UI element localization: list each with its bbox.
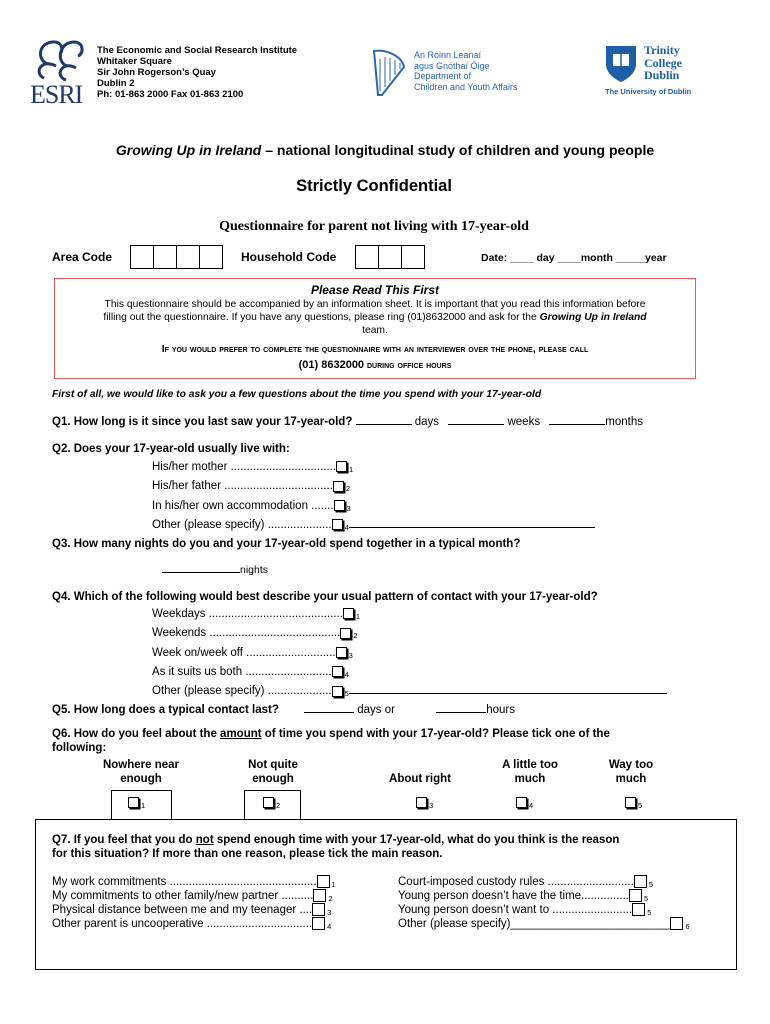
scale-label-line: much bbox=[514, 773, 546, 785]
option-code: 5 bbox=[647, 908, 652, 917]
q2-option[interactable] bbox=[152, 459, 595, 478]
tcd-line: Dublin bbox=[644, 68, 680, 82]
checkbox[interactable] bbox=[629, 889, 642, 902]
frame-line bbox=[300, 790, 301, 819]
address-line: Sir John Rogerson’s Quay bbox=[97, 67, 216, 78]
option-label: My commitments to other family/new partner .......... bbox=[52, 890, 314, 902]
q7-option[interactable] bbox=[398, 875, 690, 889]
q1 bbox=[52, 416, 643, 428]
q5-days-label: days or bbox=[357, 704, 395, 716]
checkbox[interactable] bbox=[332, 686, 343, 697]
q7-option[interactable] bbox=[398, 889, 690, 903]
address-line: The Economic and Social Research Institute bbox=[97, 45, 298, 56]
checkbox[interactable] bbox=[334, 500, 345, 511]
scale-label-line: A little too bbox=[502, 759, 558, 771]
checkbox[interactable] bbox=[343, 608, 354, 619]
intro-text: First of all, we would like to ask you a few questions about the time you spend with your 17-year-old bbox=[52, 389, 542, 400]
q6-option[interactable] bbox=[263, 797, 280, 810]
study-title bbox=[0, 142, 770, 158]
q6-option[interactable] bbox=[416, 797, 433, 810]
option-label: His/her father .................................. bbox=[152, 480, 333, 493]
option-code: 5 bbox=[638, 801, 643, 810]
option-code: 3 bbox=[327, 908, 332, 917]
q7-text-c: for this situation? If more than one reason, please tick the main reason. bbox=[52, 848, 443, 860]
scale-label-line bbox=[365, 758, 475, 772]
option-label: Other parent is uncooperative ................................. bbox=[52, 918, 313, 930]
option-label: Young person doesn’t have the time............... bbox=[398, 890, 629, 902]
checkbox[interactable] bbox=[332, 519, 343, 530]
option-code: 3 bbox=[429, 801, 434, 810]
q2-options bbox=[152, 459, 595, 536]
checkbox[interactable] bbox=[632, 903, 645, 916]
address-line: Ph: 01-863 2000 Fax 01-863 2100 bbox=[97, 89, 244, 100]
q7-option[interactable] bbox=[52, 917, 336, 931]
q6-emphasis: amount bbox=[220, 728, 262, 740]
dept-line: Department of bbox=[414, 71, 472, 81]
q4-specify-input[interactable] bbox=[349, 693, 667, 694]
esri-logo bbox=[30, 36, 92, 109]
q6-option[interactable] bbox=[128, 797, 145, 810]
dept-line: agus Gnóthaí Óige bbox=[414, 60, 490, 71]
questionnaire-title: Questionnaire for parent not living with 17-year-old bbox=[219, 219, 529, 234]
area-code-digit[interactable] bbox=[177, 246, 200, 268]
q2-option[interactable] bbox=[152, 517, 595, 536]
study-title-rest: – national longitudinal study of children and young people bbox=[261, 142, 655, 158]
household-code-digit[interactable] bbox=[356, 246, 379, 268]
q6-text bbox=[52, 727, 610, 755]
notice-line: team. bbox=[362, 325, 388, 336]
q6-option[interactable] bbox=[516, 797, 533, 810]
option-code: 4 bbox=[529, 801, 534, 810]
q4-option[interactable] bbox=[152, 683, 667, 702]
q2-text: Q2. Does your 17-year-old usually live with: bbox=[52, 443, 290, 455]
option-code: 1 bbox=[331, 880, 336, 889]
option-code: 5 bbox=[648, 880, 654, 889]
option-code: 3 bbox=[348, 650, 353, 660]
tcd-line: Trinity bbox=[644, 43, 680, 57]
area-code-label: Area Code bbox=[52, 250, 113, 264]
checkbox[interactable] bbox=[340, 628, 351, 639]
harp-icon bbox=[368, 47, 408, 99]
q2-option[interactable] bbox=[152, 498, 595, 517]
frame-line bbox=[111, 790, 112, 819]
area-code-digit[interactable] bbox=[200, 246, 222, 268]
q1-months-input[interactable] bbox=[549, 424, 605, 425]
q6-text-a: Q6. How do you feel about the bbox=[52, 728, 221, 740]
scale-label-line: Nowhere near bbox=[102, 759, 180, 771]
q7-option[interactable] bbox=[52, 875, 336, 889]
scale-label-line: About right bbox=[389, 773, 451, 785]
q5-hours-input[interactable] bbox=[436, 712, 486, 713]
q2-option[interactable] bbox=[152, 478, 595, 497]
frame-line bbox=[35, 819, 36, 969]
q3-answer bbox=[162, 564, 268, 576]
esri-logo-text: ESRI bbox=[30, 80, 83, 109]
notice-box bbox=[54, 278, 696, 379]
checkbox[interactable] bbox=[670, 917, 683, 930]
q1-months-label: months bbox=[605, 416, 643, 428]
q5-text: Q5. How long does a typical contact last? bbox=[52, 704, 279, 716]
area-code-digit[interactable] bbox=[154, 246, 177, 268]
q6-scale-label bbox=[475, 758, 585, 786]
address-line: Dublin 2 bbox=[97, 78, 135, 89]
q7-option[interactable] bbox=[398, 917, 690, 931]
q7-emphasis: not bbox=[195, 834, 214, 846]
option-label: Week on/week off ............................ bbox=[152, 646, 336, 659]
q3-unit: nights bbox=[240, 564, 269, 576]
option-code: 6 bbox=[685, 922, 690, 931]
scale-label-line: much bbox=[615, 773, 647, 785]
q4-options bbox=[152, 606, 667, 702]
scale-label-line: Way too bbox=[608, 759, 654, 771]
option-code: 2 bbox=[353, 631, 358, 641]
option-label: Young person doesn’t want to ......................... bbox=[398, 904, 633, 916]
q4-option[interactable] bbox=[152, 664, 667, 683]
checkbox[interactable] bbox=[332, 666, 343, 677]
checkbox[interactable] bbox=[312, 917, 325, 930]
address-line: Whitaker Square bbox=[97, 56, 172, 67]
q5-hours-label: hours bbox=[486, 704, 515, 716]
q1-weeks-input[interactable] bbox=[448, 424, 504, 425]
q7-text bbox=[52, 833, 619, 861]
q4-option[interactable] bbox=[152, 606, 667, 625]
q7-right-options bbox=[398, 875, 690, 931]
frame-line bbox=[35, 969, 736, 970]
frame-line bbox=[244, 790, 245, 819]
q1-weeks-label: weeks bbox=[507, 416, 541, 428]
frame-line bbox=[736, 819, 737, 970]
notice-study-name: Growing Up in Ireland bbox=[539, 312, 647, 323]
option-label: Other (please specify) .................... bbox=[152, 518, 332, 531]
area-code-digit[interactable] bbox=[131, 246, 154, 268]
q7-option[interactable] bbox=[398, 903, 690, 917]
q6-scale-label bbox=[576, 758, 686, 786]
option-code: 1 bbox=[349, 465, 354, 474]
option-code: 1 bbox=[141, 801, 146, 810]
q6-option[interactable] bbox=[625, 797, 642, 810]
checkbox[interactable] bbox=[263, 797, 274, 808]
option-code: 2 bbox=[276, 801, 281, 810]
q7-option[interactable] bbox=[52, 903, 336, 917]
checkbox[interactable] bbox=[336, 647, 347, 658]
notice-phone-line: If you would prefer to complete the questionnaire with an interviewer over the phone, please call bbox=[161, 343, 589, 355]
dept-line: Children and Youth Affairs bbox=[414, 81, 518, 92]
household-code-label: Household Code bbox=[241, 250, 337, 264]
household-code-digit[interactable] bbox=[379, 246, 402, 268]
tcd-line: College bbox=[644, 55, 682, 70]
date-field[interactable]: Date: ____ day ____month _____year bbox=[481, 252, 667, 264]
q6-scale-label bbox=[86, 758, 196, 786]
q7-left-options bbox=[52, 875, 336, 931]
q6-scale-label bbox=[218, 758, 328, 786]
option-code: 3 bbox=[346, 503, 351, 513]
option-label: In his/her own accommodation ....... bbox=[152, 499, 334, 512]
checkbox[interactable] bbox=[333, 481, 344, 492]
tcd-sub: The University of Dublin bbox=[605, 87, 692, 96]
checkbox[interactable] bbox=[313, 889, 326, 902]
q4-text: Q4. Which of the following would best describe your usual pattern of contact with your 17-year-old? bbox=[52, 591, 598, 603]
q4-option[interactable] bbox=[152, 625, 667, 644]
checkbox[interactable] bbox=[416, 797, 427, 808]
option-label: Court-imposed custody rules ........................... bbox=[398, 876, 634, 888]
q6-text-c: following: bbox=[52, 742, 107, 754]
option-code: 2 bbox=[328, 894, 333, 903]
notice-line bbox=[55, 311, 695, 324]
option-label: My work commitments .............................................. bbox=[52, 876, 317, 888]
q3-nights-input[interactable] bbox=[162, 572, 240, 573]
option-label: Other (please specify) .................... bbox=[152, 685, 332, 698]
scale-label-line: enough bbox=[120, 773, 162, 785]
phone-number: (01) 8632000 bbox=[298, 359, 365, 371]
q7-text-a: Q7. If you feel that you do bbox=[52, 834, 196, 846]
option-label: His/her mother ................................. bbox=[152, 461, 337, 473]
notice-heading: Please Read This First bbox=[310, 283, 440, 297]
option-label: Weekdays .......................................... bbox=[152, 608, 343, 620]
q7-option[interactable] bbox=[52, 889, 336, 903]
scale-label-line: enough bbox=[252, 773, 294, 785]
checkbox[interactable] bbox=[317, 875, 330, 888]
esri-address bbox=[97, 45, 297, 100]
option-code: 4 bbox=[344, 669, 349, 679]
confidential-title: Strictly Confidential bbox=[296, 177, 452, 195]
option-code: 5 bbox=[344, 689, 349, 699]
q5-days-input[interactable] bbox=[304, 712, 354, 713]
q4-option[interactable] bbox=[152, 645, 667, 664]
q1-days-label: days bbox=[414, 416, 440, 428]
area-code-boxes[interactable] bbox=[130, 245, 223, 269]
scale-label-line: Not quite bbox=[248, 759, 298, 771]
option-label: As it suits us both ........................... bbox=[152, 665, 332, 678]
office-hours: during office hours bbox=[364, 359, 452, 371]
q1-text: Q1. How long is it since you last saw your 17-year-old? bbox=[52, 416, 353, 428]
checkbox[interactable] bbox=[336, 461, 347, 472]
option-code: 4 bbox=[344, 522, 349, 532]
notice-line: This questionnaire should be accompanied by an information sheet. It is important that you read this information before bbox=[104, 299, 646, 310]
option-code: 4 bbox=[327, 922, 332, 931]
study-name: Growing Up in Ireland bbox=[115, 142, 262, 158]
notice-text: filling out the questionnaire. If you have any questions, please ring (01)8632000 and ask for the bbox=[103, 312, 540, 323]
option-code: 5 bbox=[644, 894, 649, 903]
q6-scale-label bbox=[365, 758, 475, 786]
option-label: Other (please specify)_________________________ bbox=[398, 918, 671, 930]
checkbox[interactable] bbox=[634, 875, 647, 888]
crest-icon bbox=[604, 44, 638, 84]
checkbox[interactable] bbox=[128, 797, 139, 808]
q6-text-b: of time you spend with your 17-year-old? Please tick one of the bbox=[261, 728, 610, 740]
notice-phone-line bbox=[55, 355, 695, 373]
q3-text: Q3. How many nights do you and your 17-year-old spend together in a typical month? bbox=[52, 538, 521, 550]
checkbox[interactable] bbox=[516, 797, 527, 808]
checkbox[interactable] bbox=[312, 903, 325, 916]
household-code-boxes[interactable] bbox=[355, 245, 425, 269]
dept-line: An Roinn Leanaí bbox=[414, 50, 482, 60]
checkbox[interactable] bbox=[625, 797, 636, 808]
household-code-digit[interactable] bbox=[402, 246, 424, 268]
option-code: 2 bbox=[345, 484, 351, 494]
frame-line bbox=[111, 790, 171, 791]
q5 bbox=[52, 704, 515, 716]
option-label: Physical distance between me and my teenager .... bbox=[52, 904, 313, 916]
q2-specify-input[interactable] bbox=[349, 527, 595, 528]
option-code: 1 bbox=[355, 612, 361, 621]
option-label: Weekends ......................................... bbox=[152, 627, 341, 640]
frame-line bbox=[244, 790, 300, 791]
frame-line bbox=[35, 819, 736, 820]
q1-days-input[interactable] bbox=[356, 424, 412, 425]
frame-line bbox=[171, 790, 172, 819]
q7-text-b: spend enough time with your 17-year-old, what do you think is the reason bbox=[213, 834, 620, 846]
